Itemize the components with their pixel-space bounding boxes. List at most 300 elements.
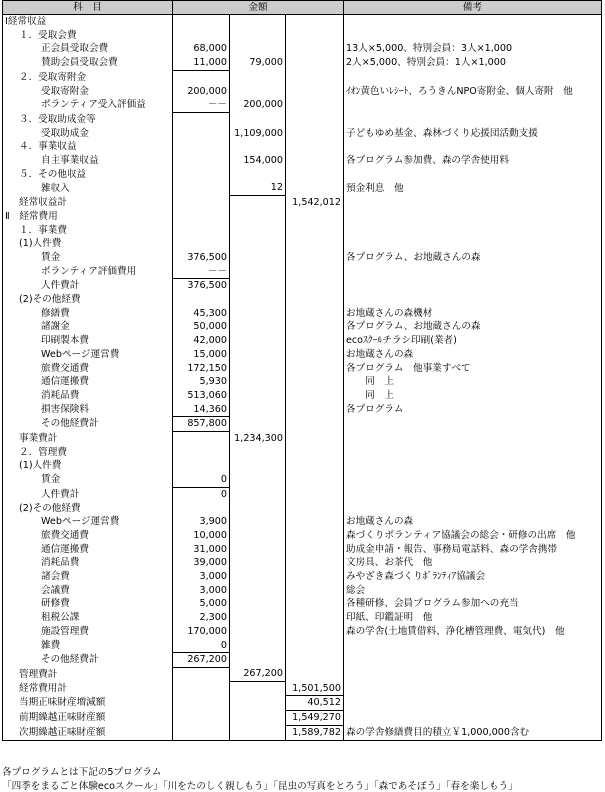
table-row bbox=[3, 56, 602, 70]
row-amount-1: 3,000 bbox=[173, 570, 230, 584]
row-amount-2 bbox=[230, 417, 286, 432]
row-amount-3 bbox=[286, 181, 344, 195]
row-amount-2 bbox=[230, 625, 286, 639]
row-amount-2 bbox=[230, 112, 286, 126]
row-amount-3 bbox=[286, 529, 344, 543]
row-amount-3 bbox=[286, 597, 344, 611]
row-amount-2 bbox=[230, 70, 286, 84]
row-amount-2 bbox=[230, 682, 286, 696]
table-row bbox=[3, 362, 602, 376]
row-amount-2: 154,000 bbox=[230, 154, 286, 168]
row-amount-3 bbox=[286, 98, 344, 112]
row-note: 各プログラム 他事業すべて bbox=[344, 362, 602, 376]
table-row bbox=[3, 529, 602, 543]
row-amount-1: 15,000 bbox=[173, 348, 230, 362]
row-amount-3 bbox=[286, 417, 344, 432]
row-note bbox=[344, 293, 602, 307]
row-amount-3 bbox=[286, 237, 344, 251]
row-subject: 雑費 bbox=[3, 639, 173, 653]
row-amount-2 bbox=[230, 502, 286, 516]
row-subject: ３．受取助成金等 bbox=[3, 112, 173, 126]
row-note bbox=[344, 417, 602, 432]
row-note: 各プログラム bbox=[344, 403, 602, 417]
row-note bbox=[344, 502, 602, 516]
table-row bbox=[3, 570, 602, 584]
row-note bbox=[344, 237, 602, 251]
table-row bbox=[3, 473, 602, 487]
row-amount-1 bbox=[173, 725, 230, 740]
row-note: みやざき森づくりﾎﾞﾗﾝﾃｨｱ協議会 bbox=[344, 570, 602, 584]
row-amount-3 bbox=[286, 127, 344, 141]
row-amount-2 bbox=[230, 653, 286, 668]
row-amount-1 bbox=[173, 237, 230, 251]
row-amount-1: 172,150 bbox=[173, 362, 230, 376]
table-row bbox=[3, 556, 602, 570]
row-note: 森づくりボランティア協議会の総会・研修の出席 他 bbox=[344, 529, 602, 543]
row-subject: (2)その他経費 bbox=[3, 293, 173, 307]
row-amount-2 bbox=[230, 446, 286, 460]
row-note: 各種研修、会員プログラム参加への充当 bbox=[344, 597, 602, 611]
row-subject: 通信運搬費 bbox=[3, 375, 173, 389]
row-amount-2 bbox=[230, 639, 286, 653]
row-note bbox=[344, 224, 602, 238]
row-amount-2 bbox=[230, 85, 286, 99]
row-amount-3 bbox=[286, 348, 344, 362]
row-subject: ４．事業収益 bbox=[3, 140, 173, 154]
row-note bbox=[344, 210, 602, 224]
row-subject: 雑収入 bbox=[3, 181, 173, 195]
row-note bbox=[344, 70, 602, 84]
row-subject: ２．管理費 bbox=[3, 446, 173, 460]
row-amount-3 bbox=[286, 307, 344, 321]
row-amount-1 bbox=[173, 459, 230, 473]
row-amount-3: 40,512 bbox=[286, 696, 344, 711]
row-subject: 諸会費 bbox=[3, 570, 173, 584]
row-amount-3 bbox=[286, 112, 344, 126]
table-row bbox=[3, 597, 602, 611]
row-amount-2 bbox=[230, 696, 286, 711]
row-amount-2 bbox=[230, 515, 286, 529]
row-amount-3 bbox=[286, 432, 344, 446]
row-amount-3 bbox=[286, 265, 344, 279]
row-amount-1: 45,300 bbox=[173, 307, 230, 321]
row-note bbox=[344, 168, 602, 182]
row-amount-1: 31,000 bbox=[173, 543, 230, 557]
row-subject: Ⅱ 経常費用 bbox=[3, 210, 173, 224]
row-subject: 旅費交通費 bbox=[3, 529, 173, 543]
row-amount-1: 50,000 bbox=[173, 320, 230, 334]
row-amount-1: 42,000 bbox=[173, 334, 230, 348]
row-amount-1: 68,000 bbox=[173, 42, 230, 56]
row-amount-3 bbox=[286, 154, 344, 168]
row-amount-1 bbox=[173, 29, 230, 43]
row-subject: 受取寄附金 bbox=[3, 85, 173, 99]
row-amount-1: 5,000 bbox=[173, 597, 230, 611]
table-row bbox=[3, 459, 602, 473]
row-subject: 修繕費 bbox=[3, 307, 173, 321]
row-amount-2 bbox=[230, 251, 286, 265]
row-amount-3 bbox=[286, 362, 344, 376]
table-row bbox=[3, 611, 602, 625]
row-note bbox=[344, 667, 602, 681]
row-subject: 次期繰越正味財産額 bbox=[3, 725, 173, 740]
row-amount-1 bbox=[173, 682, 230, 696]
table-row bbox=[3, 251, 602, 265]
row-note bbox=[344, 112, 602, 126]
row-note: お地蔵さんの森 bbox=[344, 348, 602, 362]
row-subject: 印刷製本費 bbox=[3, 334, 173, 348]
row-subject: 通信運搬費 bbox=[3, 543, 173, 557]
row-amount-2 bbox=[230, 711, 286, 726]
row-amount-2 bbox=[230, 15, 286, 29]
row-subject: Ⅰ経常収益 bbox=[3, 15, 173, 29]
row-amount-1 bbox=[173, 181, 230, 195]
footnote-line-1: 各プログラムとは下記の5プログラム bbox=[2, 767, 162, 778]
row-amount-2: 1,234,300 bbox=[230, 432, 286, 446]
row-amount-1: 0 bbox=[173, 473, 230, 487]
table-row bbox=[3, 196, 602, 210]
table-row bbox=[3, 85, 602, 99]
row-amount-3 bbox=[286, 375, 344, 389]
table-row bbox=[3, 181, 602, 195]
row-amount-2 bbox=[230, 237, 286, 251]
row-amount-1: 170,000 bbox=[173, 625, 230, 639]
row-subject: 会議費 bbox=[3, 584, 173, 598]
table-row bbox=[3, 653, 602, 668]
row-subject: ボランティア受入評価益 bbox=[3, 98, 173, 112]
row-amount-3 bbox=[286, 570, 344, 584]
row-amount-1 bbox=[173, 154, 230, 168]
row-amount-3 bbox=[286, 279, 344, 293]
row-amount-3 bbox=[286, 487, 344, 501]
row-amount-1: 200,000 bbox=[173, 85, 230, 99]
row-note bbox=[344, 279, 602, 293]
row-amount-2 bbox=[230, 584, 286, 598]
row-amount-1 bbox=[173, 168, 230, 182]
row-amount-1 bbox=[173, 196, 230, 210]
row-amount-1: 267,200 bbox=[173, 653, 230, 668]
table-row bbox=[3, 140, 602, 154]
row-amount-2 bbox=[230, 570, 286, 584]
row-note bbox=[344, 265, 602, 279]
row-amount-2: 12 bbox=[230, 181, 286, 195]
table-row bbox=[3, 432, 602, 446]
table-row bbox=[3, 543, 602, 557]
row-subject: 経常費用計 bbox=[3, 682, 173, 696]
row-amount-3 bbox=[286, 584, 344, 598]
row-subject: 人件費計 bbox=[3, 279, 173, 293]
row-note: 各プログラム参加費、森の学舎使用料 bbox=[344, 154, 602, 168]
header-amount: 金額 bbox=[173, 1, 344, 15]
table-row bbox=[3, 682, 602, 696]
row-note bbox=[344, 98, 602, 112]
row-amount-3 bbox=[286, 224, 344, 238]
row-amount-2 bbox=[230, 459, 286, 473]
row-amount-3: 1,549,270 bbox=[286, 711, 344, 726]
row-amount-2 bbox=[230, 473, 286, 487]
row-amount-1 bbox=[173, 15, 230, 29]
row-note bbox=[344, 140, 602, 154]
row-subject: 旅費交通費 bbox=[3, 362, 173, 376]
table-row bbox=[3, 154, 602, 168]
row-note: ecoｽｸｰﾙチラシ印刷(業者) bbox=[344, 334, 602, 348]
row-note: 総会 bbox=[344, 584, 602, 598]
row-amount-2 bbox=[230, 529, 286, 543]
row-subject: ボランティア評価費用 bbox=[3, 265, 173, 279]
table-row bbox=[3, 320, 602, 334]
table-row bbox=[3, 127, 602, 141]
row-subject: 損害保険料 bbox=[3, 403, 173, 417]
row-note: 預金利息 他 bbox=[344, 181, 602, 195]
row-amount-3 bbox=[286, 543, 344, 557]
row-note: 子どもゆめ基金、森林づくり応援団活動支援 bbox=[344, 127, 602, 141]
row-amount-3 bbox=[286, 389, 344, 403]
row-subject: 消耗品費 bbox=[3, 389, 173, 403]
row-amount-3: 1,542,012 bbox=[286, 196, 344, 210]
row-amount-1 bbox=[173, 446, 230, 460]
row-note: 2人×5,000、特別会員：1人×1,000 bbox=[344, 56, 602, 70]
row-amount-2 bbox=[230, 389, 286, 403]
row-amount-2 bbox=[230, 140, 286, 154]
row-amount-3 bbox=[286, 515, 344, 529]
row-amount-2 bbox=[230, 362, 286, 376]
row-amount-3 bbox=[286, 502, 344, 516]
row-amount-2: 200,000 bbox=[230, 98, 286, 112]
row-amount-2 bbox=[230, 307, 286, 321]
row-amount-2: 1,109,000 bbox=[230, 127, 286, 141]
table-row bbox=[3, 375, 602, 389]
row-amount-1: 2,300 bbox=[173, 611, 230, 625]
row-note: 各プログラム、お地蔵さんの森 bbox=[344, 320, 602, 334]
table-row bbox=[3, 403, 602, 417]
row-note bbox=[344, 473, 602, 487]
row-amount-2 bbox=[230, 611, 286, 625]
row-subject: 前期繰越正味財産額 bbox=[3, 711, 173, 726]
row-subject: 受取助成金 bbox=[3, 127, 173, 141]
row-amount-3 bbox=[286, 29, 344, 43]
row-amount-1: 5,930 bbox=[173, 375, 230, 389]
row-amount-3 bbox=[286, 334, 344, 348]
row-amount-3 bbox=[286, 446, 344, 460]
table-row bbox=[3, 625, 602, 639]
table-row bbox=[3, 348, 602, 362]
row-note: 助成金申請・報告、事務局電話料、森の学舎携帯 bbox=[344, 543, 602, 557]
table-row bbox=[3, 237, 602, 251]
table-row bbox=[3, 639, 602, 653]
row-amount-2 bbox=[230, 42, 286, 56]
row-subject: 管理費計 bbox=[3, 667, 173, 681]
row-note bbox=[344, 29, 602, 43]
row-subject: その他経費計 bbox=[3, 653, 173, 668]
row-subject: (1)人件費 bbox=[3, 237, 173, 251]
row-subject: １．事業費 bbox=[3, 224, 173, 238]
row-amount-3 bbox=[286, 473, 344, 487]
row-amount-1 bbox=[173, 140, 230, 154]
row-amount-3 bbox=[286, 556, 344, 570]
row-amount-2 bbox=[230, 265, 286, 279]
row-amount-3 bbox=[286, 56, 344, 70]
row-amount-2 bbox=[230, 320, 286, 334]
row-amount-1: 3,000 bbox=[173, 584, 230, 598]
row-amount-2 bbox=[230, 196, 286, 210]
row-subject: 正会員受取会費 bbox=[3, 42, 173, 56]
row-note bbox=[344, 653, 602, 668]
row-subject: 当期正味財産増減額 bbox=[3, 696, 173, 711]
row-amount-1 bbox=[173, 112, 230, 126]
row-note: 印紙、印鑑証明 他 bbox=[344, 611, 602, 625]
row-note: 森の学舎修繕費目的積立￥1,000,000含む bbox=[344, 725, 602, 740]
row-note: ｲｵﾝ黄色いﾚｼｰﾄ、ろうきんNPO寄附金、個人寄附 他 bbox=[344, 85, 602, 99]
row-amount-2 bbox=[230, 725, 286, 740]
row-amount-1: 39,000 bbox=[173, 556, 230, 570]
table-row bbox=[3, 584, 602, 598]
row-amount-2 bbox=[230, 279, 286, 293]
row-amount-1: －－ bbox=[173, 98, 230, 112]
row-note: 森の学舎(土地賃借料、浄化槽管理費、電気代) 他 bbox=[344, 625, 602, 639]
footnote-line-2: 「四季をまるごと体験ecoスクール」「川をたのしく親しもう」「昆虫の写真をとろう」「森であそぼう」「春を楽しもう」 bbox=[2, 781, 518, 792]
table-row bbox=[3, 265, 602, 279]
row-note bbox=[344, 196, 602, 210]
table-row bbox=[3, 487, 602, 501]
table-row bbox=[3, 98, 602, 112]
table-row bbox=[3, 29, 602, 43]
row-amount-3 bbox=[286, 653, 344, 668]
row-amount-3: 1,589,782 bbox=[286, 725, 344, 740]
row-subject: Webページ運営費 bbox=[3, 515, 173, 529]
row-note: お地蔵さんの森機材 bbox=[344, 307, 602, 321]
table-row bbox=[3, 307, 602, 321]
row-note: 文房具、お茶代 他 bbox=[344, 556, 602, 570]
row-amount-2: 267,200 bbox=[230, 667, 286, 681]
table-row bbox=[3, 293, 602, 307]
row-note: 13人×5,000、特別会員：3人×1,000 bbox=[344, 42, 602, 56]
row-amount-2 bbox=[230, 224, 286, 238]
row-subject: 賃金 bbox=[3, 473, 173, 487]
row-amount-2 bbox=[230, 29, 286, 43]
row-amount-3 bbox=[286, 85, 344, 99]
row-amount-2 bbox=[230, 348, 286, 362]
row-amount-3 bbox=[286, 42, 344, 56]
activity-statement-table bbox=[2, 0, 602, 741]
row-amount-3 bbox=[286, 15, 344, 29]
row-amount-3 bbox=[286, 70, 344, 84]
table-row bbox=[3, 279, 602, 293]
table-row bbox=[3, 389, 602, 403]
header-note: 備考 bbox=[344, 1, 602, 15]
row-amount-1 bbox=[173, 711, 230, 726]
table-row bbox=[3, 502, 602, 516]
row-amount-3 bbox=[286, 403, 344, 417]
row-subject: 賛助会員受取会費 bbox=[3, 56, 173, 70]
row-note bbox=[344, 696, 602, 711]
table-row bbox=[3, 168, 602, 182]
row-amount-1 bbox=[173, 70, 230, 84]
row-subject: １．受取会費 bbox=[3, 29, 173, 43]
row-note bbox=[344, 459, 602, 473]
row-amount-2 bbox=[230, 168, 286, 182]
row-amount-2 bbox=[230, 403, 286, 417]
table-row bbox=[3, 112, 602, 126]
table-row bbox=[3, 70, 602, 84]
table-row bbox=[3, 224, 602, 238]
table-row bbox=[3, 446, 602, 460]
row-subject: 消耗品費 bbox=[3, 556, 173, 570]
row-amount-2 bbox=[230, 375, 286, 389]
row-subject: Webページ運営費 bbox=[3, 348, 173, 362]
row-amount-3 bbox=[286, 611, 344, 625]
row-amount-2: 79,000 bbox=[230, 56, 286, 70]
row-note: お地蔵さんの森 bbox=[344, 515, 602, 529]
row-amount-1 bbox=[173, 127, 230, 141]
table-body bbox=[3, 15, 602, 741]
table-row bbox=[3, 667, 602, 681]
row-note bbox=[344, 432, 602, 446]
row-subject: (1)人件費 bbox=[3, 459, 173, 473]
row-subject: (2)その他経費 bbox=[3, 502, 173, 516]
row-amount-1 bbox=[173, 667, 230, 681]
row-amount-1 bbox=[173, 432, 230, 446]
row-amount-2 bbox=[230, 293, 286, 307]
row-note: 同 上 bbox=[344, 389, 602, 403]
row-amount-2 bbox=[230, 334, 286, 348]
row-subject: 租税公課 bbox=[3, 611, 173, 625]
row-amount-1: 11,000 bbox=[173, 56, 230, 70]
row-note: 同 上 bbox=[344, 375, 602, 389]
table-row bbox=[3, 725, 602, 740]
row-amount-1: 0 bbox=[173, 639, 230, 653]
row-amount-3 bbox=[286, 625, 344, 639]
row-amount-2 bbox=[230, 210, 286, 224]
header-subject: 科 目 bbox=[3, 1, 173, 15]
row-amount-1: 3,900 bbox=[173, 515, 230, 529]
row-note: 各プログラム、お地蔵さんの森 bbox=[344, 251, 602, 265]
row-amount-1 bbox=[173, 502, 230, 516]
row-subject: ５．その他収益 bbox=[3, 168, 173, 182]
row-subject: 賃金 bbox=[3, 251, 173, 265]
row-subject: 施設管理費 bbox=[3, 625, 173, 639]
table-header-row bbox=[3, 1, 602, 15]
table-row bbox=[3, 15, 602, 29]
row-amount-1: －－ bbox=[173, 265, 230, 279]
row-amount-2 bbox=[230, 597, 286, 611]
row-amount-1: 376,500 bbox=[173, 251, 230, 265]
row-amount-3 bbox=[286, 667, 344, 681]
table-row bbox=[3, 42, 602, 56]
table-row bbox=[3, 210, 602, 224]
row-amount-1: 10,000 bbox=[173, 529, 230, 543]
table-row bbox=[3, 515, 602, 529]
row-note bbox=[344, 639, 602, 653]
row-subject: その他経費計 bbox=[3, 417, 173, 432]
row-amount-3: 1,501,500 bbox=[286, 682, 344, 696]
table-row bbox=[3, 417, 602, 432]
row-amount-3 bbox=[286, 293, 344, 307]
row-note bbox=[344, 711, 602, 726]
row-subject: 事業費計 bbox=[3, 432, 173, 446]
row-amount-1 bbox=[173, 696, 230, 711]
row-subject: 自主事業収益 bbox=[3, 154, 173, 168]
row-subject: 諸謝金 bbox=[3, 320, 173, 334]
row-subject: ２．受取寄附金 bbox=[3, 70, 173, 84]
row-amount-3 bbox=[286, 140, 344, 154]
table-row bbox=[3, 696, 602, 711]
row-amount-1 bbox=[173, 224, 230, 238]
row-amount-1: 857,800 bbox=[173, 417, 230, 432]
row-amount-1 bbox=[173, 210, 230, 224]
row-amount-1: 513,060 bbox=[173, 389, 230, 403]
row-amount-2 bbox=[230, 543, 286, 557]
row-note bbox=[344, 487, 602, 501]
